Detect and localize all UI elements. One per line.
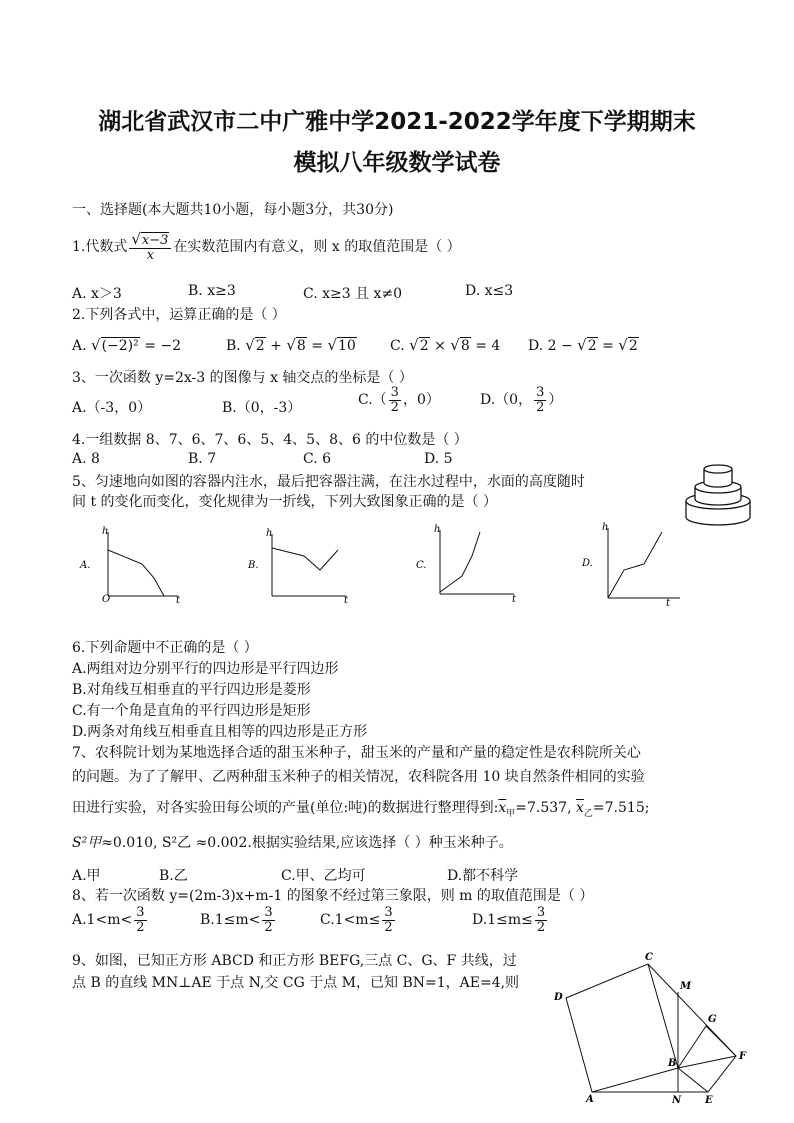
point-g: G — [708, 1014, 717, 1025]
graph-b-t: t — [344, 595, 349, 604]
question-7-line3: 田进行实验，对各实验田每公顷的产量(单位:吨)的数据进行整理得到$:\overline{x}_甲=7.537$, $\overline{x}_乙=7.515$; — [72, 800, 650, 819]
q1-option-b: B. x≥3 — [188, 283, 236, 299]
q1-frac-den: x — [146, 247, 155, 263]
q2c-r2: 8 — [460, 338, 470, 354]
graph-c-label: C. — [416, 560, 427, 571]
q8-option-d — [472, 906, 549, 934]
container-figure — [682, 461, 754, 527]
q8b-num: 3 — [264, 905, 273, 920]
q8-option-c — [320, 906, 397, 934]
q2c-mid: × — [434, 338, 446, 354]
q2-option-b: B. √2 + √8 = √10 — [226, 336, 356, 354]
q2a-rad: (−2)² — [101, 338, 139, 354]
q8a-num: 3 — [136, 905, 145, 920]
question-7-line2: 的问题。为了了解甲、乙两种甜玉米种子的相关情况，农科院各用 10 块自然条件相同的实验 — [72, 769, 645, 785]
q2d-r2: 2 — [628, 338, 638, 354]
q3-option-a: A.（-3，0） — [72, 400, 152, 416]
q3c-pre: C.（ — [358, 392, 387, 409]
q3d-num: 3 — [536, 385, 545, 400]
q3d-pre: D.（0， — [480, 392, 533, 409]
q7-mean-yi: =7.515; — [592, 800, 650, 816]
q2b-r3: 10 — [338, 338, 356, 354]
point-b: B — [668, 1058, 677, 1069]
question-9-line1: 9、如图，已知正方形 ABCD 和正方形 BEFG,三点 C、G、F 共线，过 — [72, 953, 517, 969]
q2a-tail: = −2 — [144, 338, 182, 354]
q4-option-a: A. 8 — [72, 451, 100, 467]
graph-c — [414, 524, 524, 604]
question-1-stem — [72, 232, 461, 262]
q6-option-c: C.有一个角是直角的平行四边形是矩形 — [72, 703, 311, 719]
q8d-num: 3 — [536, 905, 546, 920]
q8a-den: 2 — [136, 919, 145, 935]
q8-option-b — [200, 906, 277, 934]
q7-option-d: D.都不科学 — [447, 868, 519, 884]
q4-option-c: C. 6 — [303, 451, 332, 467]
question-5-line1: 5、匀速地向如图的容器内注水，最后把容器注满，在注水过程中，水面的高度随时 — [72, 474, 585, 490]
graph-a-t: t — [176, 595, 181, 604]
graph-a-origin: O — [102, 594, 111, 604]
q2-option-a: A. √(−2)² = −2 — [72, 336, 182, 354]
q1-option-a: A. x＞3 — [72, 286, 122, 302]
q1-fraction: $\frac{√x-3}{x}$ — [129, 232, 171, 262]
q3-option-b: B.（0，-3） — [222, 400, 302, 416]
graph-a-label: A. — [80, 560, 91, 571]
q2d-label: D. 2 − — [528, 338, 573, 354]
question-3-stem: 3、一次函数 y=2x-3 的图像与 x 轴交点的坐标是（ ） — [72, 370, 413, 386]
geometry-figure — [548, 952, 754, 1104]
q7-var-jia: S²甲 — [72, 835, 102, 851]
q8a-pre: A.1<m< — [72, 912, 133, 929]
graph-c-t: t — [512, 594, 517, 604]
q2b-r2: 8 — [296, 338, 306, 354]
question-2-stem: 2.下列各式中，运算正确的是（ ） — [72, 307, 286, 323]
q8b-pre: B.1≤m< — [200, 912, 261, 929]
graph-c-line — [440, 532, 480, 592]
graph-b — [246, 528, 356, 604]
q3c-post: ，0） — [402, 392, 440, 409]
graph-d-t: t — [666, 598, 671, 608]
q2d-r1: 2 — [587, 338, 597, 354]
point-d: D — [554, 992, 563, 1003]
graph-b-h: h — [266, 528, 273, 539]
q4-option-b: B. 7 — [188, 451, 217, 467]
q6-option-a: A.两组对边分别平行的四边形是平行四边形 — [72, 661, 339, 677]
question-8-stem: 8、若一次函数 y=(2m-3)x+m-1 的图象不经过第三象限，则 m 的取值范围是（ ） — [72, 888, 594, 904]
q4-option-d: D. 5 — [424, 451, 453, 467]
q3d-post: ） — [548, 392, 563, 409]
q7-mean-jia: =7.537, — [515, 800, 572, 816]
q2-option-d: D. 2 − √2 = √2 — [528, 336, 638, 354]
q3-option-c — [358, 386, 440, 414]
q3c-den: 2 — [390, 399, 399, 415]
q2c-r1: 2 — [419, 338, 429, 354]
graph-b-line — [272, 548, 338, 570]
exam-title-line1: 湖北省武汉市二中广雅中学2021-2022学年度下学期期末 — [98, 109, 696, 135]
q2-option-c: C. √2 × √8 = 4 — [390, 336, 501, 354]
q3d-den: 2 — [536, 399, 545, 415]
square-befg — [678, 1026, 736, 1092]
point-a: A — [586, 1094, 594, 1104]
question-6-stem: 6.下列命题中不正确的是（ ） — [72, 640, 258, 656]
q1-pre: 1.代数式 — [72, 239, 128, 256]
q7-var-line: ≈0.010, S²乙 ≈0.002.根据实验结果,应该选择（ ）种玉米种子。 — [101, 835, 513, 851]
q7-option-a: A.甲 — [72, 868, 101, 884]
question-4-stem: 4.一组数据 8、7、6、7、6、5、4、5、8、6 的中位数是（ ） — [72, 432, 468, 448]
q8d-pre: D.1≤m≤ — [472, 912, 533, 929]
question-9-line2: 点 B 的直线 MN⊥AE 于点 N,交 CG 于点 M，已知 BN=1，AE=4,则 — [72, 975, 520, 991]
section-header: 一、选择题(本大题共10小题，每小题3分，共30分) — [72, 202, 394, 218]
point-c: C — [645, 952, 653, 963]
q8b-den: 2 — [264, 919, 273, 935]
graph-a-line — [108, 550, 164, 596]
question-7-line4 — [72, 832, 513, 852]
q3-option-d — [480, 386, 562, 414]
q7-option-c: C.甲、乙均可 — [281, 868, 366, 884]
question-5-line2: 间 t 的变化而变化，变化规律为一折线，下列大致图象正确的是（ ） — [72, 494, 497, 510]
point-e: E — [705, 1095, 713, 1104]
line-bf — [678, 1056, 736, 1068]
graph-b-label: B. — [248, 560, 259, 571]
graph-a — [78, 526, 188, 604]
q8-option-a — [72, 906, 149, 934]
exam-title-line2: 模拟八年级数学试卷 — [293, 150, 501, 176]
question-7-line1: 7、农科院计划为某地选择合适的甜玉米种子，甜玉米的产量和产量的稳定性是农科院所关心 — [72, 745, 641, 761]
graph-d — [580, 522, 690, 608]
q8c-pre: C.1<m≤ — [320, 912, 381, 929]
q7-line3-pre: 田进行实验，对各实验田每公顷的产量(单位:吨)的数据进行整理得到: — [72, 800, 499, 816]
q6-option-b: B.对角线互相垂直的平行四边形是菱形 — [72, 682, 311, 698]
q1-option-d: D. x≤3 — [465, 283, 514, 299]
q1-post: 在实数范围内有意义，则 x 的取值范围是（ ） — [173, 239, 461, 256]
point-n: N — [672, 1095, 682, 1104]
q6-option-d: D.两条对角线互相垂直且相等的四边形是正方形 — [72, 724, 368, 740]
q2a-label: A. — [72, 338, 87, 354]
q2b-mid: + — [270, 338, 282, 354]
q7-option-b: B.乙 — [159, 868, 188, 884]
q1-option-c: C. x≥3 且 x≠0 — [303, 286, 403, 302]
q2b-label: B. — [226, 338, 241, 354]
q2d-eq: = — [602, 338, 614, 354]
graph-d-line — [608, 532, 662, 598]
square-abcd — [566, 964, 678, 1092]
q2b-eq: = — [311, 338, 323, 354]
point-m: M — [680, 981, 692, 992]
q8d-den: 2 — [536, 919, 546, 935]
q2c-label: C. — [390, 338, 405, 354]
q3c-num: 3 — [390, 385, 399, 400]
graph-d-h: h — [602, 522, 609, 533]
graph-c-h: h — [434, 524, 441, 535]
point-f: F — [739, 1051, 747, 1062]
graph-d-label: D. — [582, 558, 593, 569]
q2c-eq: = 4 — [475, 338, 501, 354]
q1-frac-num: x−3 — [141, 233, 169, 248]
graph-a-h: h — [102, 526, 109, 537]
q2b-r1: 2 — [255, 338, 265, 354]
q8c-num: 3 — [384, 905, 393, 920]
q8c-den: 2 — [384, 919, 393, 935]
